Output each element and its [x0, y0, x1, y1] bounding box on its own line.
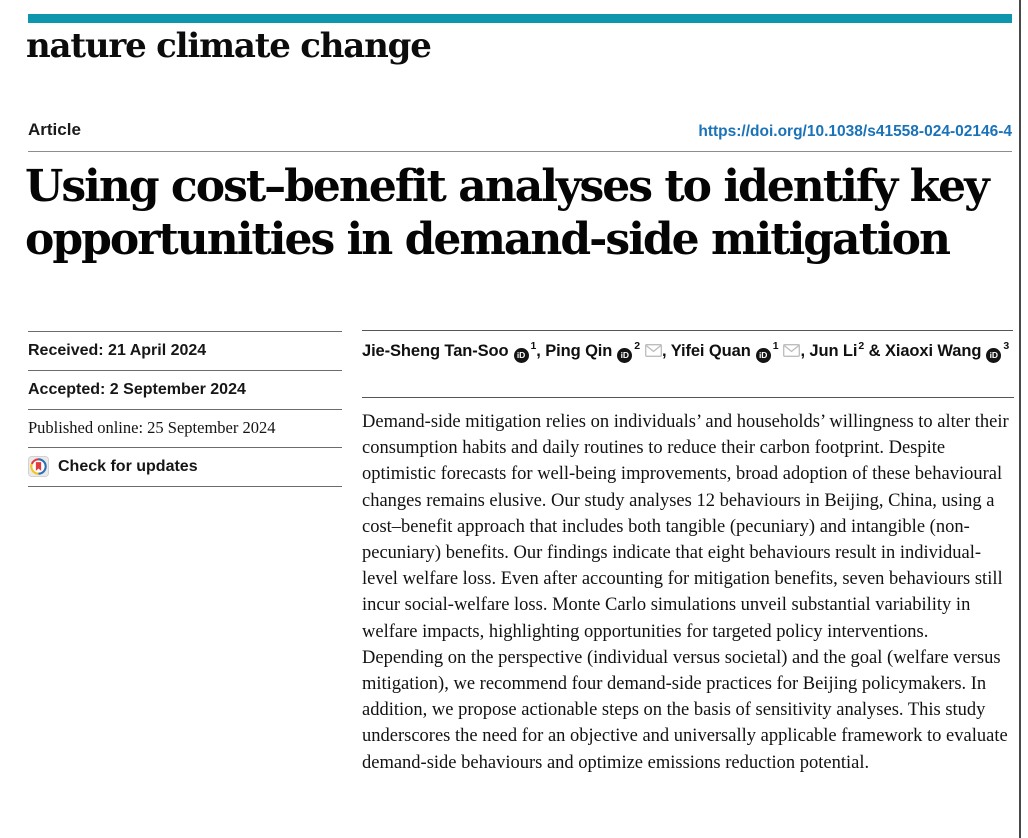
email-icon[interactable]	[645, 343, 662, 362]
journal-masthead: nature climate change	[26, 26, 431, 66]
author-affiliation-sup: 1	[530, 340, 537, 352]
doi-link[interactable]: https://doi.org/10.1038/s41558-024-02146-4	[698, 123, 1012, 140]
page-title	[25, 160, 1020, 266]
journal-accent-bar	[28, 14, 1012, 23]
title-line-1: Using cost–benefit analyses to identify key	[25, 161, 988, 212]
page-right-border	[1019, 0, 1021, 838]
article-history	[28, 331, 342, 487]
orcid-icon[interactable]: iD	[617, 348, 632, 363]
author-separator: ,	[536, 342, 546, 360]
author-separator: ,	[662, 342, 671, 360]
meta-received: Received: 21 April 2024	[28, 331, 342, 370]
author-name: Jun Li	[809, 342, 858, 360]
author-name: Yifei Quan	[670, 342, 751, 360]
author-affiliation-sup: 2	[858, 340, 865, 352]
abstract-text: Demand-side mitigation relies on individuals’ and households’ willingness to alter their consumption habits and daily routines to reduce their carbon footprint. Despite optimistic forecasts for well-being improvements, broad adoption of these behavioural changes remains elusive. Our study analyses 12 behaviours in Beijing, China, using a cost–benefit approach that includes both tangible (pecuniary) and intangible (non-pecuniary) benefits. Our findings indicate that eight behaviours result in individual-level welfare loss. Even after accounting for mitigation benefits, seven behaviours still incur social-welfare loss. Monte Carlo simulations unveil substantial variability in welfare impacts, highlighting opportunities for targeted policy interventions. Depending on the perspective (individual versus societal) and the goal (welfare versus mitigation), we recommend four demand-side practices for Beijing policymakers. In addition, we propose actionable steps on the basis of sensitivity analyses. This study underscores the need for an objective and universally applicable framework to evaluate demand-side behaviours and optimize emissions reduction potential.	[362, 397, 1014, 776]
author-separator: &	[864, 342, 885, 360]
check-for-updates-button[interactable]	[28, 447, 342, 486]
author-affiliation-sup: 1	[772, 340, 779, 352]
author-affiliation-sup: 2	[634, 340, 641, 352]
orcid-icon[interactable]: iD	[986, 348, 1001, 363]
orcid-icon[interactable]: iD	[514, 348, 529, 363]
header-rule	[28, 151, 1012, 152]
author-affiliation-sup: 3	[1003, 340, 1010, 352]
title-line-2: opportunities in demand-side mitigation	[25, 214, 949, 265]
email-icon[interactable]	[783, 343, 800, 362]
article-type-label: Article	[28, 120, 81, 139]
author-name: Jie-Sheng Tan-Soo	[362, 342, 509, 360]
author-separator: ,	[800, 342, 810, 360]
meta-accepted: Accepted: 2 September 2024	[28, 370, 342, 409]
check-for-updates-label: Check for updates	[58, 457, 198, 475]
author-name: Xiaoxi Wang	[884, 342, 982, 360]
meta-published-online: Published online: 25 September 2024	[28, 409, 342, 447]
orcid-icon[interactable]: iD	[756, 348, 771, 363]
crossmark-icon	[28, 456, 49, 477]
author-name: Ping Qin	[545, 342, 613, 360]
authors-line	[362, 330, 1013, 363]
